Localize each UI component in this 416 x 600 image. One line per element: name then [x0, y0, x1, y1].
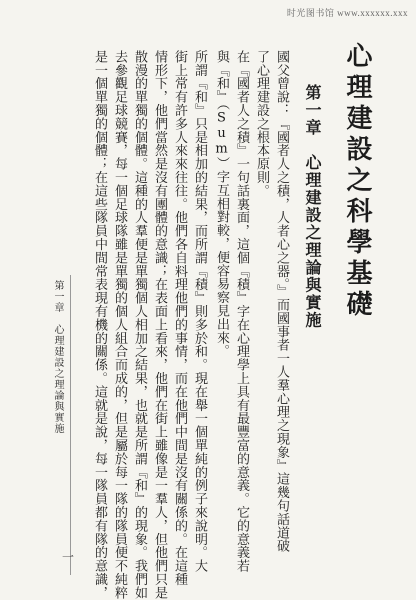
text-column-10: 是一個單獨的個體；在這些隊員中間常表現有機的關係。這就是說，每一隊員都有隊的意識，: [92, 50, 107, 600]
book-title: 心理建設之科學基礎: [342, 42, 372, 321]
text-column-9: 去參觀足球競賽，每一個足球隊雖是單獨的個人組合而成的，但是屬於每一隊的隊員便不純粹: [112, 50, 127, 600]
watermark: 时光图书馆 www.xxxxxx.xxx: [286, 8, 408, 18]
text-column-6: 街上常有許多人來來往往。他們各自料理他們的事情，而在他們中間是沒有關係的。在這種: [172, 50, 187, 586]
text-column-7: 情形下，他們當然是沒有團體的意識；在表面上看來，他們在街上雖像是一羣人，但他們只是: [152, 50, 167, 600]
text-column-3: 在『國者人之積』一句話裏面，這個『積』字在心理學上具有最豐富的意義。它的意義若: [234, 50, 249, 573]
text-column-4: 與『和』（Sum）字互相對較，便容易察見出來。: [214, 50, 229, 358]
text-column-5: 所謂『和』只是相加的結果，而所謂『積』則多於和。現在舉一個單純的例子來說明。大: [192, 50, 207, 573]
text-column-1: 國父曾說：『國者人之積，人者心之器。』而國事者一人羣心理之現象』這幾句話道破: [274, 50, 289, 553]
page-number: 一: [62, 550, 75, 564]
chapter-title: 第一章 心理建設之理論與實施: [303, 84, 322, 329]
running-head: 第一章 心理建設之理論與實施: [52, 280, 63, 434]
text-column-8: 散漫的單獨的個體。這種的人羣便是單獨個人相加之結果，也就是所謂『和』的現象。我們如: [132, 50, 147, 600]
text-column-2: 了心理建設之根本原則。: [254, 50, 269, 198]
margin-rule: [70, 275, 71, 575]
